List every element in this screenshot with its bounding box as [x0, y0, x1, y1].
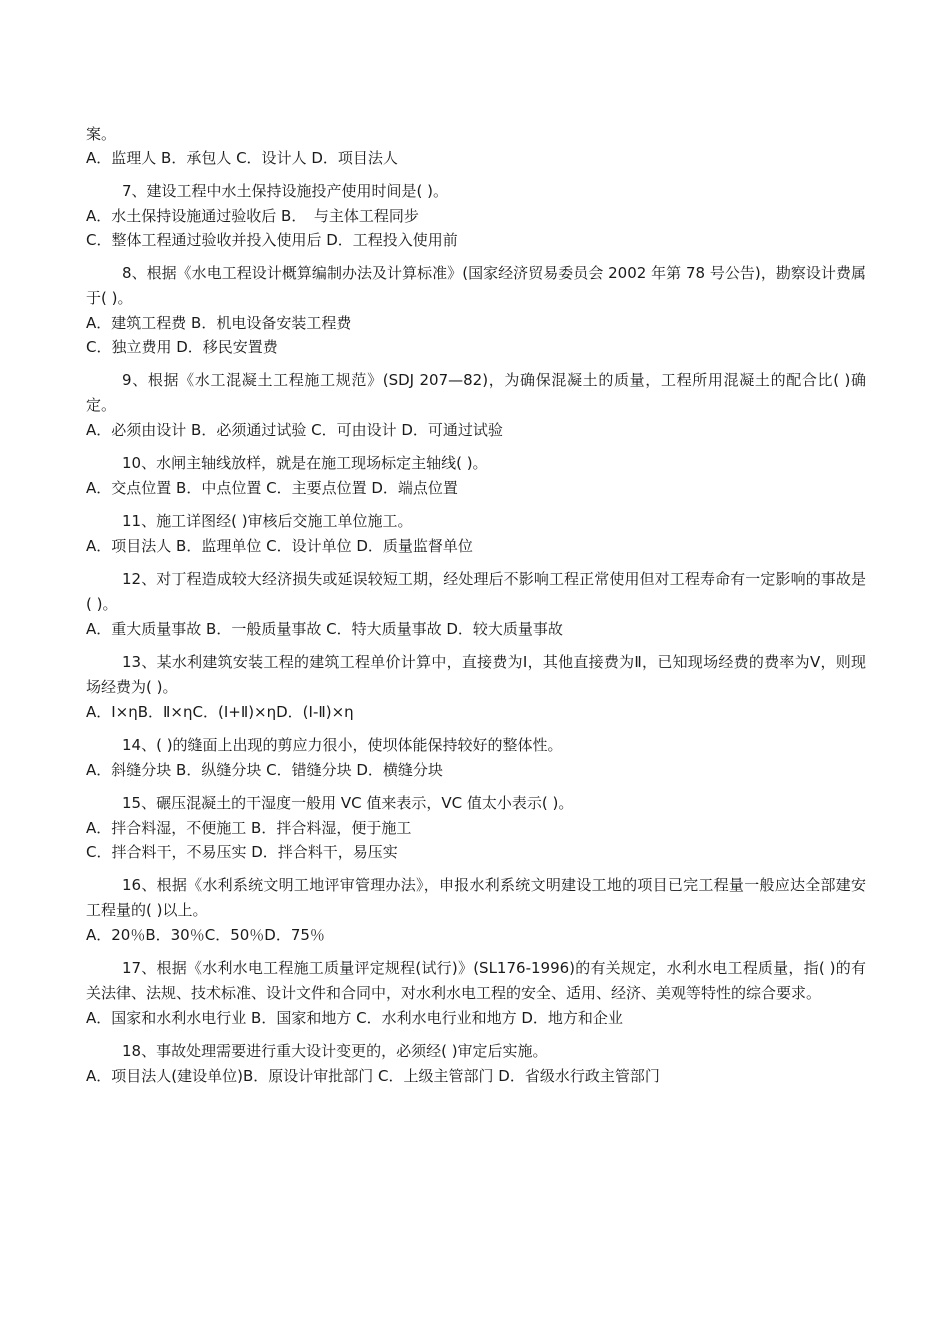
question-block [86, 509, 866, 558]
question-block [86, 650, 866, 724]
question-block [86, 451, 866, 500]
question-options: A．交点位置 B．中点位置 C．主要点位置 D．端点位置 [86, 479, 458, 497]
question-stem: 8、根据《水电工程设计概算编制办法及计算标准》(国家经济贸易委员会 2002 年第 78 号公告)，勘察设计费属于( )。 [86, 264, 866, 307]
question-options: A．斜缝分块 B．纵缝分块 C．错缝分块 D．横缝分块 [86, 761, 443, 779]
question-options: A．项目法人 B．监理单位 C．设计单位 D．质量监督单位 [86, 537, 473, 555]
question-options: A．监理人 B．承包人 C．设计人 D．项目法人 [86, 149, 398, 167]
question-stem: 16、根据《水利系统文明工地评审管理办法》，申报水利系统文明建设工地的项目已完工程量一般应达全部建安工程量的( )以上。 [86, 876, 866, 919]
question-block [86, 261, 866, 359]
question-stem: 9、根据《水工混凝土工程施工规范》(SDJ 207—82)，为确保混凝土的质量，工程所用混凝土的配合比( )确定。 [86, 371, 866, 414]
question-options: A．Ⅰ×ηB．Ⅱ×ηC．(Ⅰ+Ⅱ)×ηD．(Ⅰ-Ⅱ)×η [86, 703, 354, 721]
question-options: A．水土保持设施通过验收后 B． 与主体工程同步 [86, 207, 419, 225]
question-options: C．整体工程通过验收并投入使用后 D．工程投入使用前 [86, 231, 458, 249]
question-block [86, 368, 866, 442]
question-block [86, 1039, 866, 1088]
question-options: A．重大质量事故 B．一般质量事故 C．特大质量事故 D．较大质量事故 [86, 620, 563, 638]
document-page [86, 122, 866, 1088]
question-stem: 13、某水利建筑安装工程的建筑工程单价计算中，直接费为Ⅰ，其他直接费为Ⅱ，已知现场经费的费率为Ⅴ，则现场经费为( )。 [86, 653, 866, 696]
question-options: A．项目法人(建设单位)B．原设计审批部门 C．上级主管部门 D．省级水行政主管部门 [86, 1067, 660, 1085]
question-options: A．拌合料湿，不便施工 B．拌合料湿，便于施工 [86, 819, 412, 837]
question-stem: 12、对丁程造成较大经济损失或延误较短工期，经处理后不影响工程正常使用但对工程寿命有一定影响的事故是( )。 [86, 570, 866, 613]
question-stem: 17、根据《水利水电工程施工质量评定规程(试行)》(SL176-1996)的有关规定，水利水电工程质量，指( )的有关法律、法规、技术标准、设计文件和合同中，对水利水电工程的安全、适用、经济、美观等特性的综合要求。 [86, 959, 866, 1002]
question-block [86, 179, 866, 252]
question-block [86, 873, 866, 947]
question-block [86, 791, 866, 864]
question-stem: 14、( )的缝面上出现的剪应力很小，使坝体能保持较好的整体性。 [122, 736, 563, 754]
question-stem: 15、碾压混凝土的干湿度一般用 VC 值来表示，VC 值太小表示( )。 [122, 794, 574, 812]
question-block [86, 956, 866, 1030]
question-stem: 10、水闸主轴线放样，就是在施工现场标定主轴线( )。 [122, 454, 488, 472]
question-options: C．独立费用 D．移民安置费 [86, 338, 278, 356]
question-options: A．国家和水利水电行业 B．国家和地方 C．水利水电行业和地方 D．地方和企业 [86, 1009, 623, 1027]
question-stem: 7、建设工程中水土保持设施投产使用时间是( )。 [122, 182, 449, 200]
question-block [86, 733, 866, 782]
question-options: A．建筑工程费 B．机电设备安装工程费 [86, 314, 352, 332]
question-options: A．20％B．30％C．50％D．75％ [86, 926, 325, 944]
question-options: A．必须由设计 B．必须通过试验 C．可由设计 D．可通过试验 [86, 421, 503, 439]
question-stem: 11、施工详图经( )审核后交施工单位施工。 [122, 512, 413, 530]
question-block [86, 567, 866, 641]
question-tail-text: 案。 [86, 125, 117, 143]
question-options: C．拌合料干，不易压实 D．拌合料干，易压实 [86, 843, 398, 861]
question-stem: 18、事故处理需要进行重大设计变更的，必须经( )审定后实施。 [122, 1042, 548, 1060]
